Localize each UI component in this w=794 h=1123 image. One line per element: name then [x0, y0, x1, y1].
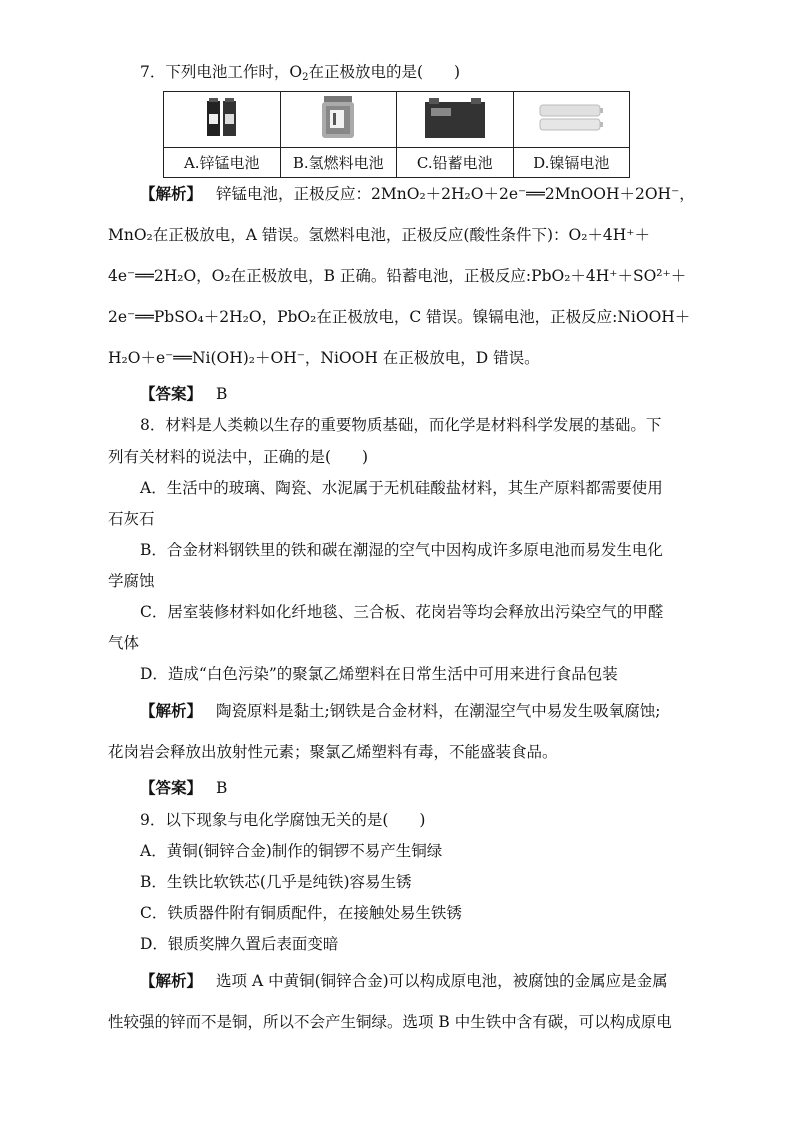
q7-analysis-line-4: 2e⁻══PbSO₄＋2H₂O，PbO₂在正极放电，C 错误。镍镉电池，正极反应:NiOOH＋	[108, 308, 691, 326]
battery-label-b: B.氢燃料电池	[280, 148, 397, 178]
q9-analysis-line-1: 【解析】 选项 A 中黄铜(铜锌合金)可以构成原电池，被腐蚀的金属应是金属	[140, 971, 668, 990]
analysis-tag: 【解析】	[140, 701, 203, 720]
q8-option-c-line-1: C．居室装修材料如化纤地毯、三合板、花岗岩等均会释放出污染空气的甲醛	[140, 603, 664, 621]
q8-option-a-line-2: 石灰石	[108, 510, 155, 528]
lead-acid-battery-icon	[423, 96, 487, 144]
q7-stem: 7．下列电池工作时，$O_2$在正极放电的是( )	[140, 63, 461, 83]
q9-option-c: C．铁质器件附有铜质配件，在接触处易生铁锈	[140, 904, 462, 922]
q8-option-b-line-2: 学腐蚀	[108, 572, 155, 590]
q8-answer: 【答案】 B	[140, 778, 228, 797]
q8-analysis-line-2: 花岗岩会释放出放射性元素；聚氯乙烯塑料有毒，不能盛装食品。	[108, 743, 558, 761]
answer-tag: 【答案】	[140, 384, 203, 403]
battery-cell-a	[164, 92, 281, 148]
analysis-tag: 【解析】	[140, 971, 203, 990]
battery-cell-c	[397, 92, 514, 148]
answer-tag: 【答案】	[140, 778, 203, 797]
q8-option-d: D．造成“白色污染”的聚氯乙烯塑料在日常生活中可用来进行食品包装	[140, 665, 618, 683]
battery-cell-b	[280, 92, 397, 148]
analysis-tag: 【解析】	[140, 184, 203, 203]
q9-option-a: A．黄铜(铜锌合金)制作的铜锣不易产生铜绿	[140, 842, 443, 860]
q8-analysis-line-1: 【解析】 陶瓷原料是黏土;钢铁是合金材料，在潮湿空气中易发生吸氧腐蚀;	[140, 701, 661, 720]
hydrogen-fuel-cell-icon	[318, 96, 358, 144]
battery-table	[163, 91, 630, 178]
q9-option-b: B．生铁比软铁芯(几乎是纯铁)容易生锈	[140, 873, 412, 891]
battery-cell-d	[513, 92, 630, 148]
q8-stem-line-1: 8．材料是人类赖以生存的重要物质基础，而化学是材料科学发展的基础。下	[140, 416, 662, 434]
q7-analysis-line-5: H₂O＋e⁻══Ni(OH)₂＋OH⁻，NiOOH 在正极放电，D 错误。	[108, 349, 540, 367]
q8-option-b-line-1: B．合金材料钢铁里的铁和碳在潮湿的空气中因构成许多原电池而易发生电化	[140, 541, 663, 559]
q8-stem-line-2: 列有关材料的说法中，正确的是( )	[108, 448, 369, 466]
q7-analysis-line-2: MnO₂在正极放电，A 错误。氢燃料电池，正极反应(酸性条件下)：O₂＋4H⁺＋	[108, 226, 650, 244]
q9-stem: 9．以下现象与电化学腐蚀无关的是( )	[140, 811, 426, 829]
battery-label-a: A.锌锰电池	[164, 148, 281, 178]
nickel-cadmium-battery-icon	[538, 103, 604, 137]
battery-label-d: D.镍镉电池	[513, 148, 630, 178]
q7-analysis-line-1: 【解析】 锌锰电池，正极反应：2MnO₂＋2H₂O＋2e⁻══2MnOOH＋2OH⁻，	[140, 184, 695, 203]
q7-analysis-line-3: 4e⁻══2H₂O，O₂在正极放电，B 正确。铅蓄电池，正极反应:PbO₂＋4H⁺＋SO²⁺＋	[108, 267, 687, 285]
q9-option-d: D．银质奖牌久置后表面变暗	[140, 935, 339, 953]
battery-label-c: C.铅蓄电池	[397, 148, 514, 178]
q7-answer: 【答案】 B	[140, 384, 228, 403]
zinc-manganese-battery-icon	[205, 98, 239, 142]
q8-option-c-line-2: 气体	[108, 634, 140, 652]
q9-analysis-line-2: 性较强的锌而不是铜，所以不会产生铜绿。选项 B 中生铁中含有碳，可以构成原电	[108, 1013, 672, 1031]
q8-option-a-line-1: A．生活中的玻璃、陶瓷、水泥属于无机硅酸盐材料，其生产原料都需要使用	[140, 479, 663, 497]
